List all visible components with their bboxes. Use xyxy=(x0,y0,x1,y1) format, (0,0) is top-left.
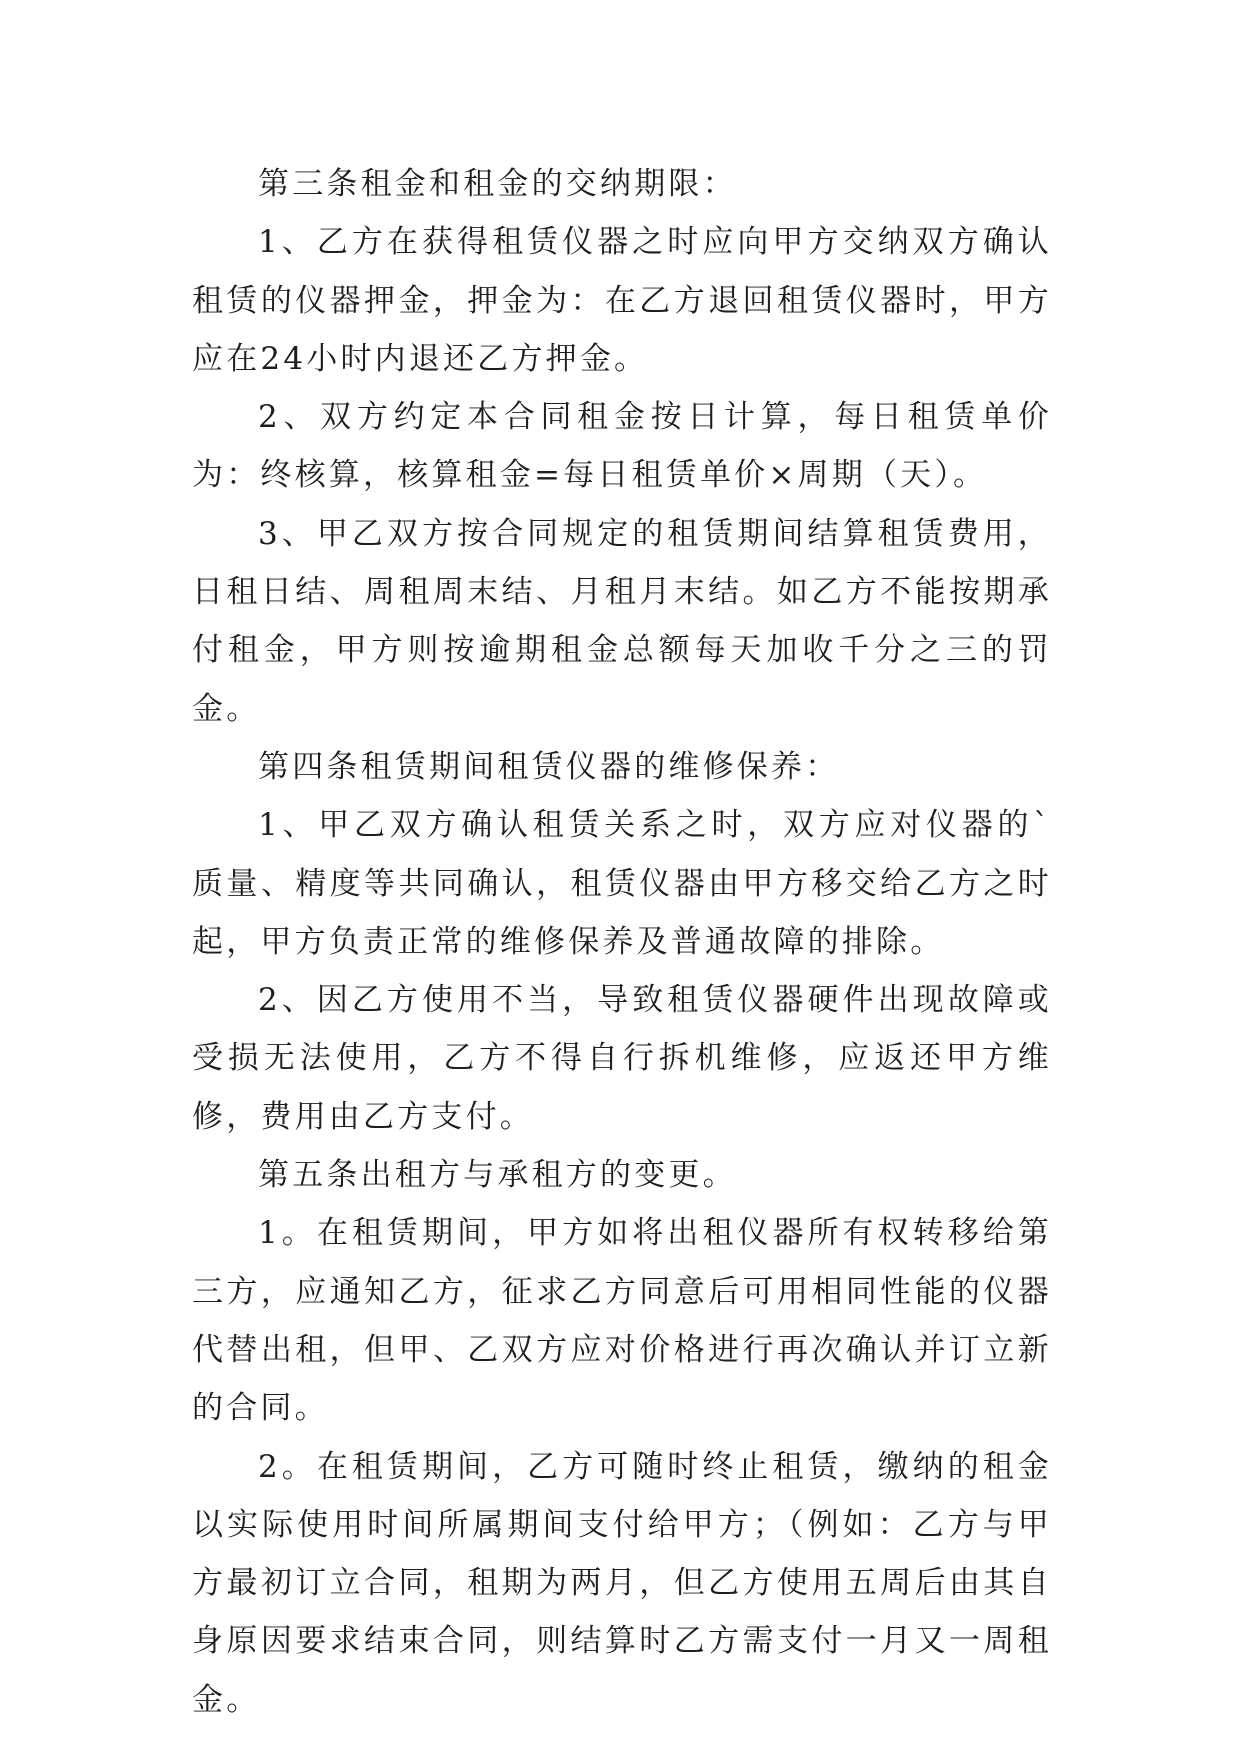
article-5-heading: 第五条出租方与承租方的变更。 xyxy=(258,1157,737,1194)
article-4-clause-2: 2、因乙方使用不当，导致租赁仪器硬件出现故障或受损无法使用，乙方不得自行拆机维修，应返还甲方维修，费用由乙方支付。 xyxy=(192,982,1052,1135)
article-5-clause-1: 1。在租赁期间，甲方如将出租仪器所有权转移给第三方，应通知乙方，征求乙方同意后可用相同性能的仪器代替出租，但甲、乙双方应对价格进行再次确认并订立新的合同。 xyxy=(192,1215,1052,1427)
article-3-heading: 第三条租金和租金的交纳期限： xyxy=(258,166,737,202)
article-4-clause-1: 1、甲乙双方确认租赁关系之时，双方应对仪器的`质量、精度等共同确认，租赁仪器由甲方移交给乙方之时起，甲方负责正常的维修保养及普通故障的排除。 xyxy=(192,807,1052,960)
article-4-heading: 第四条租赁期间租赁仪器的维修保养： xyxy=(258,748,840,785)
article-3-clause-2: 2、双方约定本合同租金按日计算，每日租赁单价为：终核算，核算租金=每日租赁单价×周期（天）。 xyxy=(192,399,1052,494)
article-3-clause-1: 1、乙方在获得租赁仪器之时应向甲方交纳双方确认租赁的仪器押金，押金为：在乙方退回租赁仪器时，甲方应在24小时内退还乙方押金。 xyxy=(192,224,1052,377)
article-3-clause-3: 3、甲乙双方按合同规定的租赁期间结算租赁费用，日租日结、周租周末结、月租月末结。如乙方不能按期承付租金，甲方则按逾期租金总额每天加收千分之三的罚金。 xyxy=(192,515,1052,727)
document-body xyxy=(192,155,1052,1729)
article-5-clause-2: 2。在租赁期间，乙方可随时终止租赁，缴纳的租金以实际使用时间所属期间支付给甲方；（例如：乙方与甲方最初订立合同，租期为两月，但乙方使用五周后由其自身原因要求结束合同，则结算时乙方需支付一月又一周租金。 xyxy=(192,1448,1052,1718)
